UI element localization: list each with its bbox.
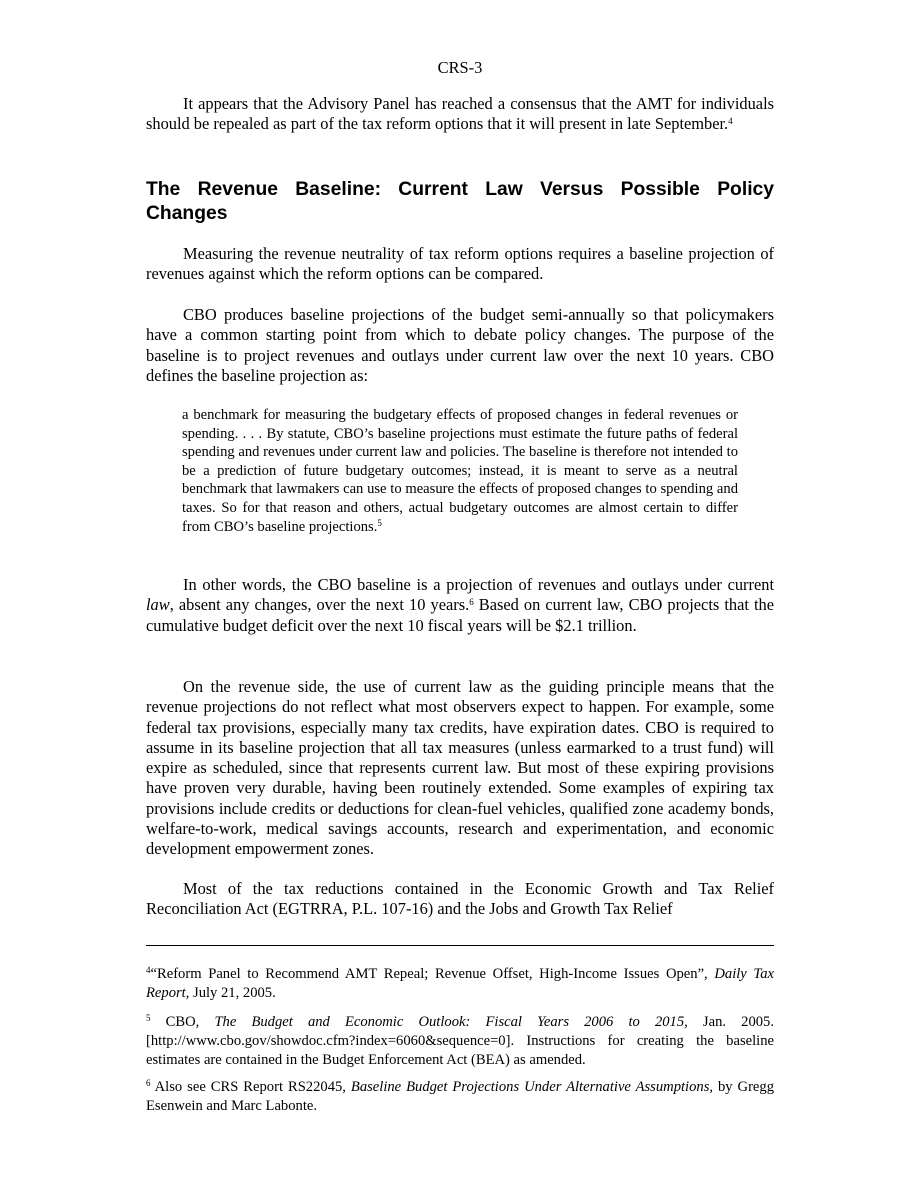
page-number: CRS-3 <box>437 58 483 77</box>
paragraph-current-law: In other words, the CBO baseline is a projection of revenues and outlays under current law, absent any changes, over the next 10 years.$^6$ Based on current law, CBO projects that the cumulative budget deficit over the next 10 fiscal years will be $2.1 trillion. <box>146 575 774 635</box>
paragraph-amt-consensus: It appears that the Advisory Panel has reached a consensus that the AMT for individuals should be repealed as part of the tax reform options that it will present in late September.$^4$ <box>146 94 774 134</box>
paragraph-cbo-baseline: CBO produces baseline projections of the budget semi-annually so that policymakers have a common starting point from which to debate policy changes. The purpose of the baseline is to project revenues and outlays under current law over the next 10 years. CBO defines the baseline projection as: <box>146 305 774 385</box>
section-heading: The Revenue Baseline: Current Law Versus Possible Policy Changes <box>146 179 774 224</box>
footnote-ref-4[interactable]: 4 <box>728 116 733 127</box>
paragraph-revenue-side: On the revenue side, the use of current law as the guiding principle means that the revenue projections do not reflect what most observers expect to happen. For example, some federal tax provisions, especially many tax credits, have expiration dates. CBO is required to assume in its baseline projection that all tax measures (unless earmarked to a trust fund) will expire as scheduled, since that represents current law. But most of these expiring provisions have proven very durable, having been routinely extended. Some examples of expiring tax provisions include credits or deductions for clean-fuel vehicles, qualified zone academy bonds, welfare-to-work, medical savings accounts, research and experimentation, and economic development empowerment zones. <box>146 677 774 859</box>
footnote-5: $^5$ CBO, The Budget and Economic Outlook: Fiscal Years 2006 to 2015, Jan. 2005. [http://www.cbo.gov/showdoc.cfm?index=6060&sequence=0]. Instructions for creating the baseline estimates are contained in the Budget Enforcement Act (BEA) as amended. <box>146 1013 775 1068</box>
footnote-ref-6[interactable]: 6 <box>469 597 474 608</box>
block-quote: a benchmark for measuring the budgetary effects of proposed changes in federal revenues or spending. . . . By statute, CBO’s baseline projections must estimate the future paths of federal spending and revenues under current law and policies. The baseline is therefore not intended to be a prediction of future budgetary outcomes; instead, it is meant to serve as a neutral benchmark that lawmakers can use to measure the effects of proposed changes to spending and taxes. So for that reason and others, actual budgetary outcomes are almost certain to differ from CBO’s baseline projections.$^5$ <box>182 407 738 535</box>
footnote-ref-5[interactable]: 5 <box>377 517 382 528</box>
paragraph-tax-reductions: Most of the tax reductions contained in the Economic Growth and Tax Relief Reconciliation Act (EGTRRA, P.L. 107-16) and the Jobs and Growth Tax Relief <box>146 879 774 919</box>
footnote-6: $^6$ Also see CRS Report RS22045, Baseline Budget Projections Under Alternative Assumptions, by Gregg Esenwein and Marc Labonte. <box>146 1078 775 1114</box>
paragraph-revenue-neutrality: Measuring the revenue neutrality of tax reform options requires a baseline projection of revenues against which the reform options can be compared. <box>146 244 774 284</box>
footnote-4: $^4$“Reform Panel to Recommend AMT Repeal; Revenue Offset, High-Income Issues Open”, Daily Tax Report, July 21, 2005. <box>146 965 774 1001</box>
footnote-divider <box>146 945 774 946</box>
